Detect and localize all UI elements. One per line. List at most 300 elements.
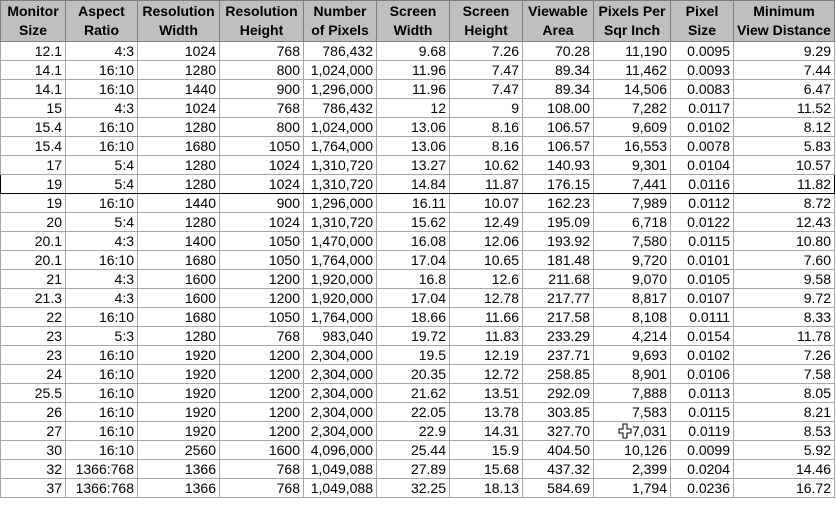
cell-aspect-ratio[interactable]: 16:10 [66, 118, 138, 137]
cell-monitor-size[interactable]: 21.3 [1, 289, 66, 308]
table-row[interactable] [1, 403, 835, 422]
cell-aspect-ratio[interactable]: 5:4 [66, 156, 138, 175]
cell-monitor-size[interactable]: 14.1 [1, 61, 66, 80]
cell-pixel-size[interactable]: 0.0117 [671, 99, 734, 118]
cell-number-of-pixels[interactable]: 1,920,000 [304, 289, 377, 308]
cell-pixels-per-sqr-inch[interactable]: 14,506 [594, 80, 671, 99]
cell-resolution-height[interactable]: 1200 [220, 289, 304, 308]
cell-pixel-size[interactable]: 0.0115 [671, 232, 734, 251]
cell-pixels-per-sqr-inch[interactable]: 6,718 [594, 213, 671, 232]
cell-screen-width[interactable]: 19.5 [377, 346, 450, 365]
header-number-of-pixels[interactable]: Number of Pixels [304, 1, 377, 42]
cell-screen-width[interactable]: 13.06 [377, 118, 450, 137]
cell-minimum-view-distance[interactable]: 11.82 [734, 175, 835, 194]
cell-monitor-size[interactable]: 21 [1, 270, 66, 289]
cell-resolution-width[interactable]: 1920 [138, 403, 220, 422]
cell-minimum-view-distance[interactable]: 8.21 [734, 403, 835, 422]
cell-screen-width[interactable]: 16.11 [377, 194, 450, 213]
cell-viewable-area[interactable]: 140.93 [523, 156, 594, 175]
cell-viewable-area[interactable]: 237.71 [523, 346, 594, 365]
cell-aspect-ratio[interactable]: 16:10 [66, 384, 138, 403]
cell-pixels-per-sqr-inch[interactable]: 8,817 [594, 289, 671, 308]
cell-number-of-pixels[interactable]: 1,296,000 [304, 80, 377, 99]
cell-screen-height[interactable]: 12.19 [450, 346, 523, 365]
cell-number-of-pixels[interactable]: 1,024,000 [304, 61, 377, 80]
cell-pixels-per-sqr-inch[interactable] [594, 422, 671, 441]
cell-screen-height[interactable]: 7.47 [450, 80, 523, 99]
cell-aspect-ratio[interactable]: 16:10 [66, 137, 138, 156]
cell-resolution-height[interactable]: 1200 [220, 403, 304, 422]
cell-viewable-area[interactable]: 584.69 [523, 479, 594, 498]
cell-minimum-view-distance[interactable]: 14.46 [734, 460, 835, 479]
cell-screen-width[interactable]: 17.04 [377, 289, 450, 308]
cell-aspect-ratio[interactable]: 16:10 [66, 365, 138, 384]
table-row[interactable] [1, 270, 835, 289]
cell-pixels-per-sqr-inch[interactable]: 9,070 [594, 270, 671, 289]
cell-minimum-view-distance[interactable]: 8.53 [734, 422, 835, 441]
cell-aspect-ratio[interactable]: 4:3 [66, 289, 138, 308]
cell-screen-width[interactable]: 13.27 [377, 156, 450, 175]
cell-screen-width[interactable]: 9.68 [377, 42, 450, 61]
cell-viewable-area[interactable]: 70.28 [523, 42, 594, 61]
cell-monitor-size[interactable]: 37 [1, 479, 66, 498]
header-resolution-height[interactable]: Resolution Height [220, 1, 304, 42]
cell-screen-width[interactable]: 22.9 [377, 422, 450, 441]
cell-resolution-width[interactable]: 1280 [138, 213, 220, 232]
cell-aspect-ratio[interactable]: 4:3 [66, 270, 138, 289]
cell-screen-width[interactable]: 22.05 [377, 403, 450, 422]
cell-aspect-ratio[interactable]: 5:4 [66, 175, 138, 194]
cell-number-of-pixels[interactable]: 786,432 [304, 99, 377, 118]
cell-monitor-size[interactable]: 26 [1, 403, 66, 422]
table-row[interactable] [1, 479, 835, 498]
cell-monitor-size[interactable]: 19 [1, 175, 66, 194]
cell-aspect-ratio[interactable]: 1366:768 [66, 460, 138, 479]
cell-monitor-size[interactable]: 23 [1, 327, 66, 346]
table-row[interactable] [1, 422, 835, 441]
cell-minimum-view-distance[interactable]: 5.92 [734, 441, 835, 460]
cell-resolution-width[interactable]: 1024 [138, 99, 220, 118]
header-screen-height[interactable]: Screen Height [450, 1, 523, 42]
header-viewable-area[interactable]: Viewable Area [523, 1, 594, 42]
table-row[interactable] [1, 441, 835, 460]
cell-minimum-view-distance[interactable]: 16.72 [734, 479, 835, 498]
cell-monitor-size[interactable]: 30 [1, 441, 66, 460]
cell-resolution-width[interactable]: 1366 [138, 460, 220, 479]
cell-resolution-height[interactable]: 1200 [220, 384, 304, 403]
cell-viewable-area[interactable]: 258.85 [523, 365, 594, 384]
cell-resolution-width[interactable]: 1680 [138, 308, 220, 327]
cell-resolution-width[interactable]: 1024 [138, 42, 220, 61]
cell-resolution-height[interactable]: 1050 [220, 308, 304, 327]
cell-monitor-size[interactable]: 19 [1, 194, 66, 213]
cell-pixel-size[interactable]: 0.0112 [671, 194, 734, 213]
cell-pixel-size[interactable]: 0.0105 [671, 270, 734, 289]
cell-pixel-size[interactable]: 0.0104 [671, 156, 734, 175]
cell-screen-width[interactable]: 13.06 [377, 137, 450, 156]
cell-aspect-ratio[interactable]: 4:3 [66, 99, 138, 118]
cell-resolution-width[interactable]: 1920 [138, 365, 220, 384]
cell-resolution-height[interactable]: 768 [220, 42, 304, 61]
cell-resolution-height[interactable]: 1024 [220, 213, 304, 232]
cell-pixels-per-sqr-inch[interactable]: 7,888 [594, 384, 671, 403]
cell-pixel-size[interactable]: 0.0122 [671, 213, 734, 232]
table-row[interactable] [1, 213, 835, 232]
cell-monitor-size[interactable]: 12.1 [1, 42, 66, 61]
cell-viewable-area[interactable]: 437.32 [523, 460, 594, 479]
cell-aspect-ratio[interactable]: 16:10 [66, 403, 138, 422]
table-row[interactable] [1, 308, 835, 327]
cell-resolution-height[interactable]: 1200 [220, 365, 304, 384]
cell-number-of-pixels[interactable]: 1,310,720 [304, 156, 377, 175]
cell-resolution-height[interactable]: 1024 [220, 175, 304, 194]
cell-number-of-pixels[interactable]: 1,310,720 [304, 175, 377, 194]
header-pixels-per-sqr-inch[interactable]: Pixels Per Sqr Inch [594, 1, 671, 42]
cell-minimum-view-distance[interactable]: 10.57 [734, 156, 835, 175]
cell-minimum-view-distance[interactable]: 8.05 [734, 384, 835, 403]
cell-monitor-size[interactable]: 32 [1, 460, 66, 479]
cell-number-of-pixels[interactable]: 2,304,000 [304, 403, 377, 422]
cell-pixel-size[interactable]: 0.0102 [671, 346, 734, 365]
cell-resolution-height[interactable]: 800 [220, 61, 304, 80]
cell-screen-width[interactable]: 21.62 [377, 384, 450, 403]
cell-resolution-width[interactable]: 1440 [138, 80, 220, 99]
header-aspect-ratio[interactable]: Aspect Ratio [66, 1, 138, 42]
cell-monitor-size[interactable]: 23 [1, 346, 66, 365]
cell-minimum-view-distance[interactable]: 7.60 [734, 251, 835, 270]
cell-pixel-size[interactable]: 0.0102 [671, 118, 734, 137]
cell-resolution-width[interactable]: 1280 [138, 175, 220, 194]
cell-resolution-height[interactable]: 1200 [220, 346, 304, 365]
cell-pixel-size[interactable]: 0.0078 [671, 137, 734, 156]
cell-monitor-size[interactable]: 25.5 [1, 384, 66, 403]
cell-aspect-ratio[interactable]: 16:10 [66, 422, 138, 441]
header-minimum-view-distance[interactable]: Minimum View Distance [734, 1, 835, 42]
cell-number-of-pixels[interactable]: 1,764,000 [304, 308, 377, 327]
cell-screen-width[interactable]: 27.89 [377, 460, 450, 479]
cell-resolution-width[interactable]: 1920 [138, 422, 220, 441]
cell-aspect-ratio[interactable]: 16:10 [66, 441, 138, 460]
cell-resolution-height[interactable]: 1050 [220, 232, 304, 251]
cell-viewable-area[interactable]: 195.09 [523, 213, 594, 232]
cell-resolution-width[interactable]: 1680 [138, 251, 220, 270]
cell-minimum-view-distance[interactable]: 8.12 [734, 118, 835, 137]
cell-aspect-ratio[interactable]: 16:10 [66, 80, 138, 99]
cell-minimum-view-distance[interactable]: 5.83 [734, 137, 835, 156]
cell-pixels-per-sqr-inch[interactable]: 7,580 [594, 232, 671, 251]
table-row[interactable] [1, 99, 835, 118]
cell-resolution-height[interactable]: 1600 [220, 441, 304, 460]
cell-resolution-height[interactable]: 800 [220, 118, 304, 137]
cell-pixel-size[interactable]: 0.0111 [671, 308, 734, 327]
table-row[interactable] [1, 194, 835, 213]
cell-number-of-pixels[interactable]: 4,096,000 [304, 441, 377, 460]
cell-pixels-per-sqr-inch[interactable]: 9,720 [594, 251, 671, 270]
cell-pixels-per-sqr-inch[interactable]: 7,282 [594, 99, 671, 118]
cell-aspect-ratio[interactable]: 16:10 [66, 61, 138, 80]
cell-screen-height[interactable]: 11.87 [450, 175, 523, 194]
cell-value: 7,031 [631, 423, 667, 439]
cell-screen-width[interactable]: 12 [377, 99, 450, 118]
cell-minimum-view-distance[interactable]: 7.26 [734, 346, 835, 365]
cell-viewable-area[interactable]: 193.92 [523, 232, 594, 251]
cell-pixel-size[interactable]: 0.0236 [671, 479, 734, 498]
cell-pixels-per-sqr-inch[interactable]: 2,399 [594, 460, 671, 479]
cell-screen-height[interactable]: 12.72 [450, 365, 523, 384]
cell-number-of-pixels[interactable]: 786,432 [304, 42, 377, 61]
cell-screen-height[interactable]: 11.83 [450, 327, 523, 346]
cell-aspect-ratio[interactable]: 5:4 [66, 213, 138, 232]
cell-pixel-size[interactable]: 0.0107 [671, 289, 734, 308]
cell-resolution-height[interactable]: 1050 [220, 251, 304, 270]
cell-monitor-size[interactable]: 17 [1, 156, 66, 175]
cell-screen-height[interactable]: 15.9 [450, 441, 523, 460]
header-resolution-width[interactable]: Resolution Width [138, 1, 220, 42]
cell-pixels-per-sqr-inch[interactable]: 4,214 [594, 327, 671, 346]
header-pixel-size[interactable]: Pixel Size [671, 1, 734, 42]
cell-pixel-size[interactable]: 0.0106 [671, 365, 734, 384]
cell-monitor-size[interactable]: 20.1 [1, 232, 66, 251]
cell-minimum-view-distance[interactable]: 11.52 [734, 99, 835, 118]
cell-number-of-pixels[interactable]: 1,764,000 [304, 251, 377, 270]
cell-resolution-width[interactable]: 1400 [138, 232, 220, 251]
cell-resolution-height[interactable]: 768 [220, 460, 304, 479]
cell-minimum-view-distance[interactable]: 9.72 [734, 289, 835, 308]
cell-number-of-pixels[interactable]: 2,304,000 [304, 384, 377, 403]
cell-screen-width[interactable]: 11.96 [377, 61, 450, 80]
cell-monitor-size[interactable]: 24 [1, 365, 66, 384]
cell-minimum-view-distance[interactable]: 6.47 [734, 80, 835, 99]
cell-resolution-height[interactable]: 900 [220, 80, 304, 99]
cell-number-of-pixels[interactable]: 1,310,720 [304, 213, 377, 232]
cell-screen-height[interactable]: 13.51 [450, 384, 523, 403]
cell-screen-width[interactable]: 25.44 [377, 441, 450, 460]
cell-pixel-size[interactable]: 0.0204 [671, 460, 734, 479]
cell-minimum-view-distance[interactable]: 8.33 [734, 308, 835, 327]
cell-aspect-ratio[interactable]: 16:10 [66, 346, 138, 365]
cell-monitor-size[interactable]: 27 [1, 422, 66, 441]
cell-pixels-per-sqr-inch[interactable]: 7,441 [594, 175, 671, 194]
cell-resolution-width[interactable]: 1680 [138, 137, 220, 156]
cell-number-of-pixels[interactable]: 1,470,000 [304, 232, 377, 251]
table-row[interactable] [1, 175, 835, 194]
cell-minimum-view-distance[interactable]: 11.78 [734, 327, 835, 346]
table-row[interactable] [1, 327, 835, 346]
cell-resolution-height[interactable]: 1200 [220, 270, 304, 289]
cell-screen-height[interactable]: 10.07 [450, 194, 523, 213]
cell-pixels-per-sqr-inch[interactable]: 16,553 [594, 137, 671, 156]
cell-number-of-pixels[interactable]: 1,764,000 [304, 137, 377, 156]
cell-pixel-size[interactable]: 0.0099 [671, 441, 734, 460]
cell-pixels-per-sqr-inch[interactable]: 7,583 [594, 403, 671, 422]
cell-screen-height[interactable]: 8.16 [450, 118, 523, 137]
cell-number-of-pixels[interactable]: 1,024,000 [304, 118, 377, 137]
cell-pixels-per-sqr-inch[interactable]: 9,693 [594, 346, 671, 365]
cell-number-of-pixels[interactable]: 1,920,000 [304, 270, 377, 289]
cell-minimum-view-distance[interactable]: 9.58 [734, 270, 835, 289]
table-row[interactable] [1, 365, 835, 384]
cell-monitor-size[interactable]: 15 [1, 99, 66, 118]
cell-screen-height[interactable]: 12.06 [450, 232, 523, 251]
cell-pixel-size[interactable]: 0.0083 [671, 80, 734, 99]
cell-number-of-pixels[interactable]: 2,304,000 [304, 365, 377, 384]
cell-minimum-view-distance[interactable]: 8.72 [734, 194, 835, 213]
cell-resolution-height[interactable]: 1024 [220, 156, 304, 175]
cell-viewable-area[interactable]: 162.23 [523, 194, 594, 213]
cell-aspect-ratio[interactable]: 4:3 [66, 42, 138, 61]
cell-viewable-area[interactable]: 217.58 [523, 308, 594, 327]
cell-resolution-width[interactable]: 1280 [138, 118, 220, 137]
cell-screen-height[interactable]: 13.78 [450, 403, 523, 422]
cell-screen-width[interactable]: 19.72 [377, 327, 450, 346]
cell-pixel-size[interactable]: 0.0119 [671, 422, 734, 441]
cell-screen-width[interactable]: 18.66 [377, 308, 450, 327]
cell-aspect-ratio[interactable]: 5:3 [66, 327, 138, 346]
cell-screen-height[interactable]: 8.16 [450, 137, 523, 156]
cell-pixels-per-sqr-inch[interactable]: 11,462 [594, 61, 671, 80]
cell-minimum-view-distance[interactable]: 7.58 [734, 365, 835, 384]
cell-pixels-per-sqr-inch[interactable]: 11,190 [594, 42, 671, 61]
cell-screen-height[interactable]: 9 [450, 99, 523, 118]
cell-viewable-area[interactable]: 108.00 [523, 99, 594, 118]
cell-screen-height[interactable]: 12.6 [450, 270, 523, 289]
cell-pixels-per-sqr-inch[interactable]: 8,108 [594, 308, 671, 327]
cell-resolution-width[interactable]: 1600 [138, 270, 220, 289]
cell-screen-width[interactable]: 32.25 [377, 479, 450, 498]
cell-resolution-width[interactable]: 2560 [138, 441, 220, 460]
cell-resolution-width[interactable]: 1280 [138, 156, 220, 175]
cell-minimum-view-distance[interactable]: 10.80 [734, 232, 835, 251]
cell-monitor-size[interactable]: 20.1 [1, 251, 66, 270]
table-row[interactable] [1, 137, 835, 156]
cell-viewable-area[interactable]: 89.34 [523, 61, 594, 80]
cell-monitor-size[interactable]: 15.4 [1, 118, 66, 137]
cell-screen-height[interactable]: 15.68 [450, 460, 523, 479]
cell-screen-height[interactable]: 7.47 [450, 61, 523, 80]
cell-resolution-height[interactable]: 768 [220, 327, 304, 346]
cell-screen-width[interactable]: 11.96 [377, 80, 450, 99]
cell-number-of-pixels[interactable]: 1,296,000 [304, 194, 377, 213]
cell-pixels-per-sqr-inch[interactable]: 8,901 [594, 365, 671, 384]
cell-aspect-ratio[interactable]: 16:10 [66, 308, 138, 327]
cell-screen-height[interactable]: 14.31 [450, 422, 523, 441]
cell-viewable-area[interactable]: 211.68 [523, 270, 594, 289]
cell-aspect-ratio[interactable]: 4:3 [66, 232, 138, 251]
cell-viewable-area[interactable]: 292.09 [523, 384, 594, 403]
cell-number-of-pixels[interactable]: 1,049,088 [304, 460, 377, 479]
cell-monitor-size[interactable]: 14.1 [1, 80, 66, 99]
cell-pixel-size[interactable]: 0.0113 [671, 384, 734, 403]
cell-number-of-pixels[interactable]: 1,049,088 [304, 479, 377, 498]
cell-screen-width[interactable]: 17.04 [377, 251, 450, 270]
cell-number-of-pixels[interactable]: 2,304,000 [304, 422, 377, 441]
table-row[interactable] [1, 232, 835, 251]
table-row[interactable] [1, 251, 835, 270]
table-row[interactable] [1, 289, 835, 308]
cell-resolution-width[interactable]: 1920 [138, 384, 220, 403]
cell-resolution-width[interactable]: 1366 [138, 479, 220, 498]
cell-viewable-area[interactable]: 106.57 [523, 137, 594, 156]
table-row[interactable] [1, 118, 835, 137]
cell-screen-height[interactable]: 10.62 [450, 156, 523, 175]
cell-viewable-area[interactable]: 176.15 [523, 175, 594, 194]
cell-pixel-size[interactable]: 0.0093 [671, 61, 734, 80]
cell-screen-height[interactable]: 7.26 [450, 42, 523, 61]
cell-pixels-per-sqr-inch[interactable]: 9,609 [594, 118, 671, 137]
cell-aspect-ratio[interactable]: 16:10 [66, 194, 138, 213]
cell-resolution-width[interactable]: 1280 [138, 61, 220, 80]
header-monitor-size[interactable]: Monitor Size [1, 1, 66, 42]
cell-screen-width[interactable]: 20.35 [377, 365, 450, 384]
cell-monitor-size[interactable]: 22 [1, 308, 66, 327]
header-screen-width[interactable]: Screen Width [377, 1, 450, 42]
cell-pixels-per-sqr-inch[interactable]: 1,794 [594, 479, 671, 498]
cell-screen-height[interactable]: 12.49 [450, 213, 523, 232]
cell-pixel-size[interactable]: 0.0101 [671, 251, 734, 270]
cell-aspect-ratio[interactable]: 1366:768 [66, 479, 138, 498]
table-row[interactable] [1, 384, 835, 403]
cell-minimum-view-distance[interactable]: 7.44 [734, 61, 835, 80]
cell-minimum-view-distance[interactable]: 12.43 [734, 213, 835, 232]
cell-viewable-area[interactable]: 327.70 [523, 422, 594, 441]
cell-resolution-width[interactable]: 1440 [138, 194, 220, 213]
cell-pixel-size[interactable]: 0.0154 [671, 327, 734, 346]
cell-minimum-view-distance[interactable]: 9.29 [734, 42, 835, 61]
cell-viewable-area[interactable]: 89.34 [523, 80, 594, 99]
cell-screen-height[interactable]: 18.13 [450, 479, 523, 498]
cell-aspect-ratio[interactable]: 16:10 [66, 251, 138, 270]
table-row[interactable] [1, 80, 835, 99]
cell-resolution-height[interactable]: 1200 [220, 422, 304, 441]
cell-resolution-height[interactable]: 768 [220, 479, 304, 498]
cell-resolution-width[interactable]: 1280 [138, 327, 220, 346]
cell-screen-width[interactable]: 16.8 [377, 270, 450, 289]
cell-viewable-area[interactable]: 106.57 [523, 118, 594, 137]
cell-viewable-area[interactable]: 303.85 [523, 403, 594, 422]
cell-monitor-size[interactable]: 20 [1, 213, 66, 232]
cell-pixels-per-sqr-inch[interactable]: 7,989 [594, 194, 671, 213]
cell-monitor-size[interactable]: 15.4 [1, 137, 66, 156]
cell-screen-height[interactable]: 11.66 [450, 308, 523, 327]
table-row[interactable] [1, 460, 835, 479]
table-row[interactable] [1, 346, 835, 365]
cell-screen-height[interactable]: 12.78 [450, 289, 523, 308]
cell-pixel-size[interactable]: 0.0115 [671, 403, 734, 422]
cell-resolution-height[interactable]: 1050 [220, 137, 304, 156]
table-row[interactable] [1, 61, 835, 80]
cell-screen-height[interactable]: 10.65 [450, 251, 523, 270]
cell-screen-width[interactable]: 16.08 [377, 232, 450, 251]
cell-viewable-area[interactable]: 217.77 [523, 289, 594, 308]
cell-viewable-area[interactable]: 181.48 [523, 251, 594, 270]
cell-pixel-size[interactable]: 0.0116 [671, 175, 734, 194]
cell-pixels-per-sqr-inch[interactable]: 10,126 [594, 441, 671, 460]
cell-pixels-per-sqr-inch[interactable]: 9,301 [594, 156, 671, 175]
cell-viewable-area[interactable]: 404.50 [523, 441, 594, 460]
cell-resolution-height[interactable]: 900 [220, 194, 304, 213]
cell-number-of-pixels[interactable]: 983,040 [304, 327, 377, 346]
cell-pixel-size[interactable]: 0.0095 [671, 42, 734, 61]
cell-screen-width[interactable]: 15.62 [377, 213, 450, 232]
cell-viewable-area[interactable]: 233.29 [523, 327, 594, 346]
cell-resolution-height[interactable]: 768 [220, 99, 304, 118]
table-row[interactable] [1, 156, 835, 175]
table-row[interactable] [1, 42, 835, 61]
cell-resolution-width[interactable]: 1600 [138, 289, 220, 308]
cell-screen-width[interactable]: 14.84 [377, 175, 450, 194]
cell-resolution-width[interactable]: 1920 [138, 346, 220, 365]
cell-number-of-pixels[interactable]: 2,304,000 [304, 346, 377, 365]
